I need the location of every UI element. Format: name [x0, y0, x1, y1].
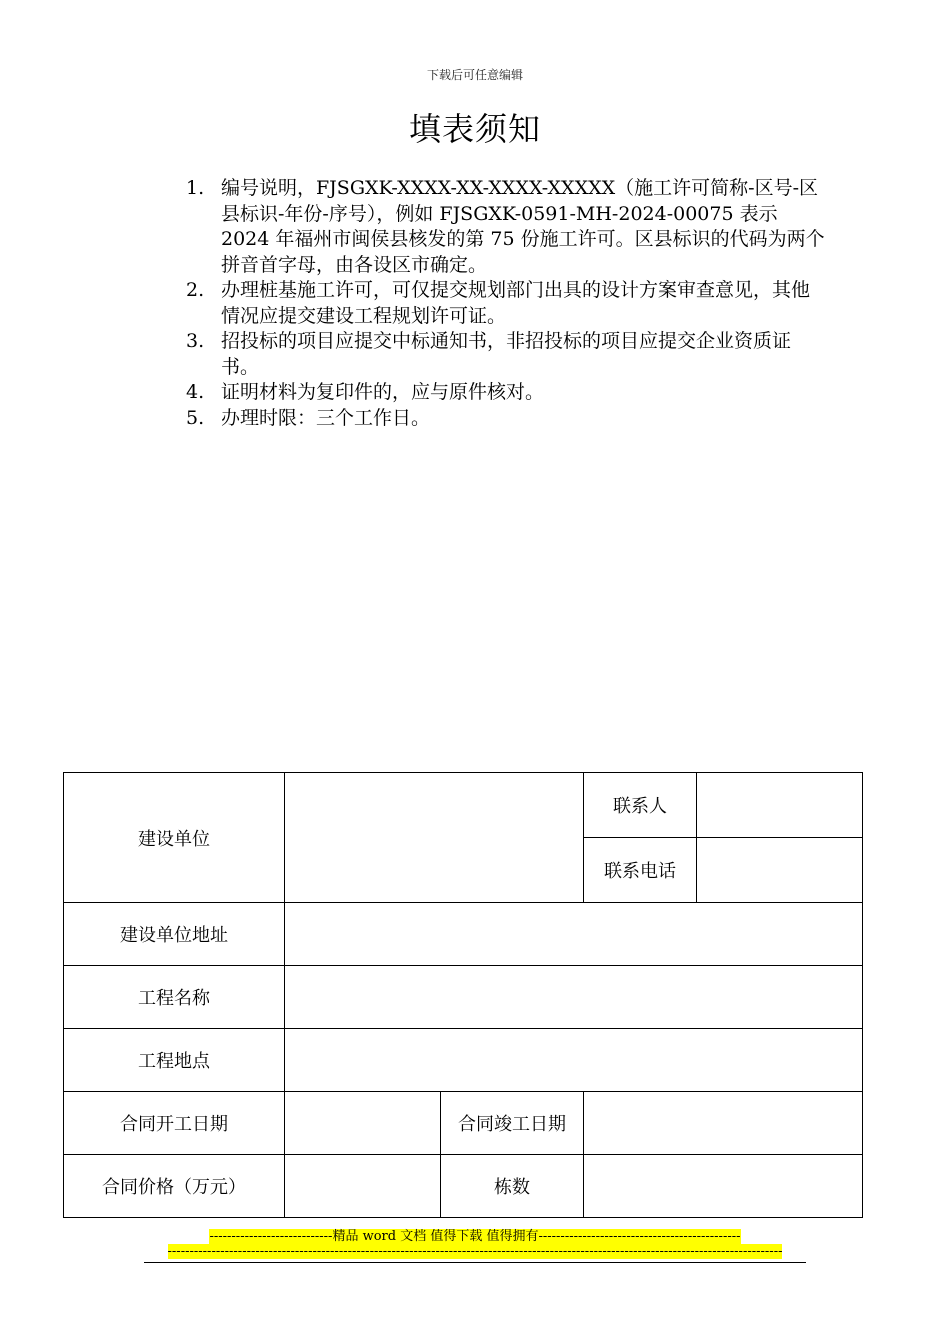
footer-banner-text: ----------------------------精品 word 文档 值得下载 值得拥有---------------------------------------------- [209, 1229, 741, 1244]
instruction-number: 2. [186, 279, 205, 301]
contract-end-field[interactable] [584, 1092, 863, 1155]
unit-address-field[interactable] [285, 903, 863, 966]
contract-end-label: 合同竣工日期 [441, 1092, 584, 1155]
construction-unit-field[interactable] [285, 773, 584, 903]
instruction-text: 招投标的项目应提交中标通知书，非招投标的项目应提交企业资质证书。 [221, 330, 792, 378]
building-count-label: 栋数 [441, 1155, 584, 1218]
instruction-item [186, 278, 826, 329]
footer-banner [0, 1229, 950, 1244]
project-name-label: 工程名称 [64, 966, 285, 1029]
project-location-field[interactable] [285, 1029, 863, 1092]
instructions-list [186, 176, 826, 431]
contract-price-field[interactable] [285, 1155, 441, 1218]
instruction-text: 编号说明，FJSGXK-XXXX-XX-XXXX-XXXXX（施工许可简称-区号-区县标识-年份-序号），例如 FJSGXK-0591-MH-2024-00075 表示 2024 年福州市闽侯县核发的第 75 份施工许可。区县标识的代码为两个拼音首字母，由各设区市确定。 [221, 177, 825, 276]
contact-phone-field[interactable] [697, 838, 863, 903]
instruction-number: 4. [186, 381, 205, 403]
project-name-field[interactable] [285, 966, 863, 1029]
contract-start-field[interactable] [285, 1092, 441, 1155]
contact-phone-label: 联系电话 [584, 838, 697, 903]
instruction-item [186, 406, 826, 432]
instruction-number: 5. [186, 406, 205, 429]
instruction-number: 3. [186, 330, 205, 352]
building-count-field[interactable] [584, 1155, 863, 1218]
unit-address-label: 建设单位地址 [64, 903, 285, 966]
instruction-text: 证明材料为复印件的，应与原件核对。 [221, 381, 545, 403]
application-form-table [63, 772, 863, 1218]
contract-start-label: 合同开工日期 [64, 1092, 285, 1155]
instruction-text: 办理时限：三个工作日。 [221, 406, 431, 429]
header-note: 下载后可任意编辑 [426, 68, 523, 82]
instruction-number: 1. [186, 177, 205, 199]
instruction-item [186, 329, 826, 380]
contact-person-field[interactable] [697, 773, 863, 838]
footer-divider [144, 1262, 806, 1263]
instruction-item [186, 380, 826, 406]
project-location-label: 工程地点 [64, 1029, 285, 1092]
contact-person-label: 联系人 [584, 773, 697, 838]
instruction-text: 办理桩基施工许可，可仅提交规划部门出具的设计方案审查意见，其他情况应提交建设工程规划许可证。 [221, 279, 811, 327]
footer-dash-text: -------------------------------------------------------------------------------------------------------------------------------------------- [167, 1244, 783, 1259]
instruction-item [186, 176, 826, 278]
contract-price-label: 合同价格（万元） [64, 1155, 285, 1218]
footer-dash-line [0, 1244, 950, 1259]
page-title: 填表须知 [408, 110, 541, 148]
construction-unit-label: 建设单位 [64, 773, 285, 903]
